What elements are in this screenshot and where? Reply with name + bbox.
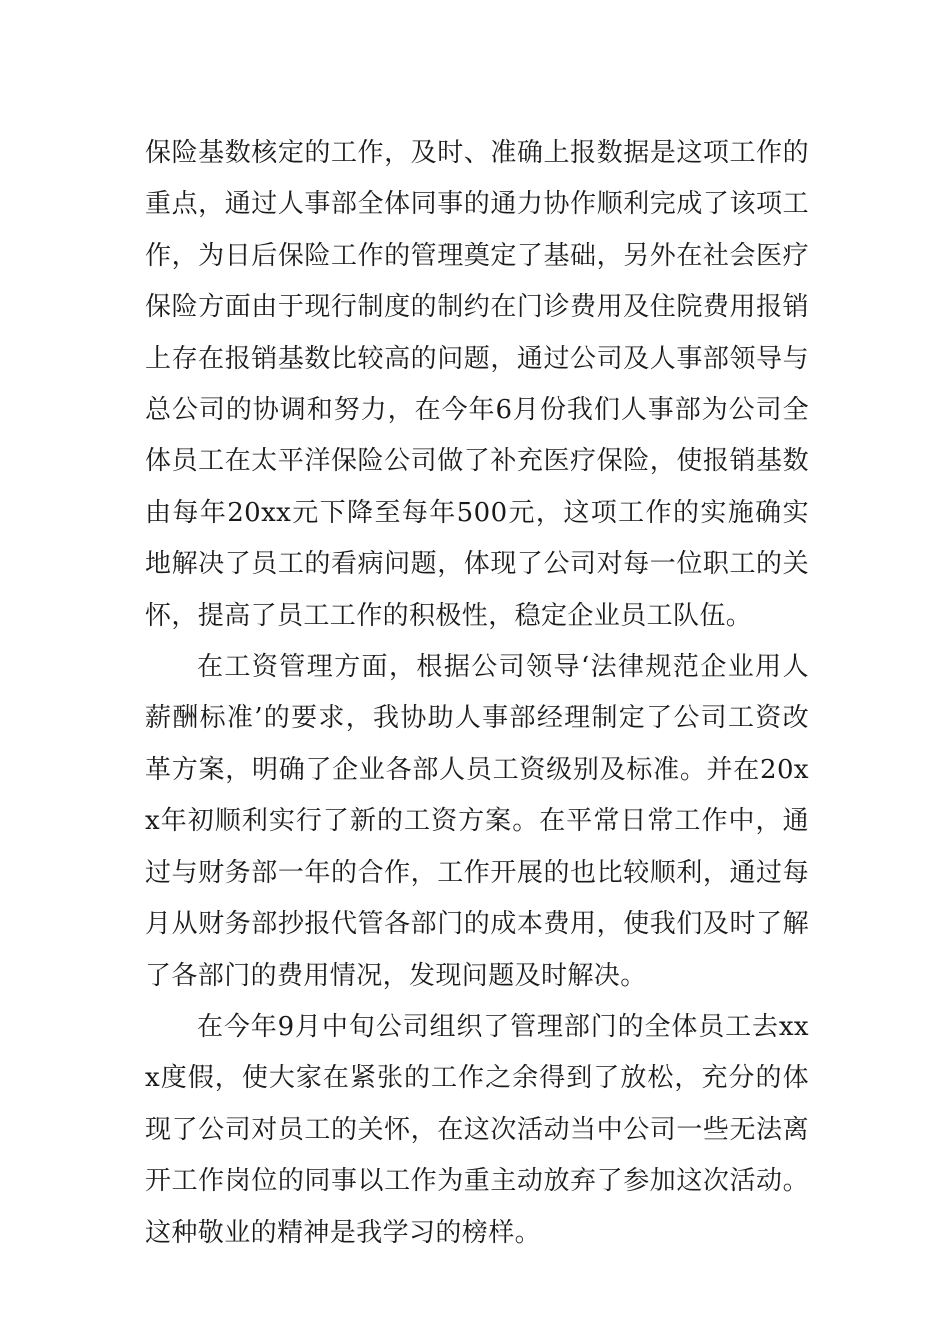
paragraph-salary-management: 在工资管理方面，根据公司领导‘法律规范企业用人薪酬标准’的要求，我协助人事部经理制定了公司工资改革方案，明确了企业各部人员工资级别及标准。并在20xx年初顺利实行了新的工资方案。在平常日常工作中，通过与财务部一年的合作，工作开展的也比较顺利，通过每月从财务部抄报代管各部门的成本费用，使我们及时了解了各部门的费用情况，发现问题及时解决。 bbox=[145, 652, 809, 991]
paragraph-company-vacation: 在今年9月中旬公司组织了管理部门的全体员工去xxx度假，使大家在紧张的工作之余得到了放松，充分的体现了公司对员工的关怀，在这次活动当中公司一些无法离开工作岗位的同事以工作为重主动放弃了参加这次活动。这种敬业的精神是我学习的榜样。 bbox=[145, 1011, 809, 1248]
paragraph-insurance: 保险基数核定的工作，及时、准确上报数据是这项工作的重点，通过人事部全体同事的通力协作顺利完成了该项工作，为日后保险工作的管理奠定了基础，另外在社会医疗保险方面由于现行制度的制约在门诊费用及住院费用报销上存在报销基数比较高的问题，通过公司及人事部领导与总公司的协调和努力，在今年6月份我们人事部为公司全体员工在太平洋保险公司做了补充医疗保险，使报销基数由每年20xx元下降至每年500元，这项工作的实施确实地解决了员工的看病问题，体现了公司对每一位职工的关怀，提高了员工工作的积极性，稳定企业员工队伍。 bbox=[145, 138, 809, 631]
document-body bbox=[145, 128, 809, 1259]
